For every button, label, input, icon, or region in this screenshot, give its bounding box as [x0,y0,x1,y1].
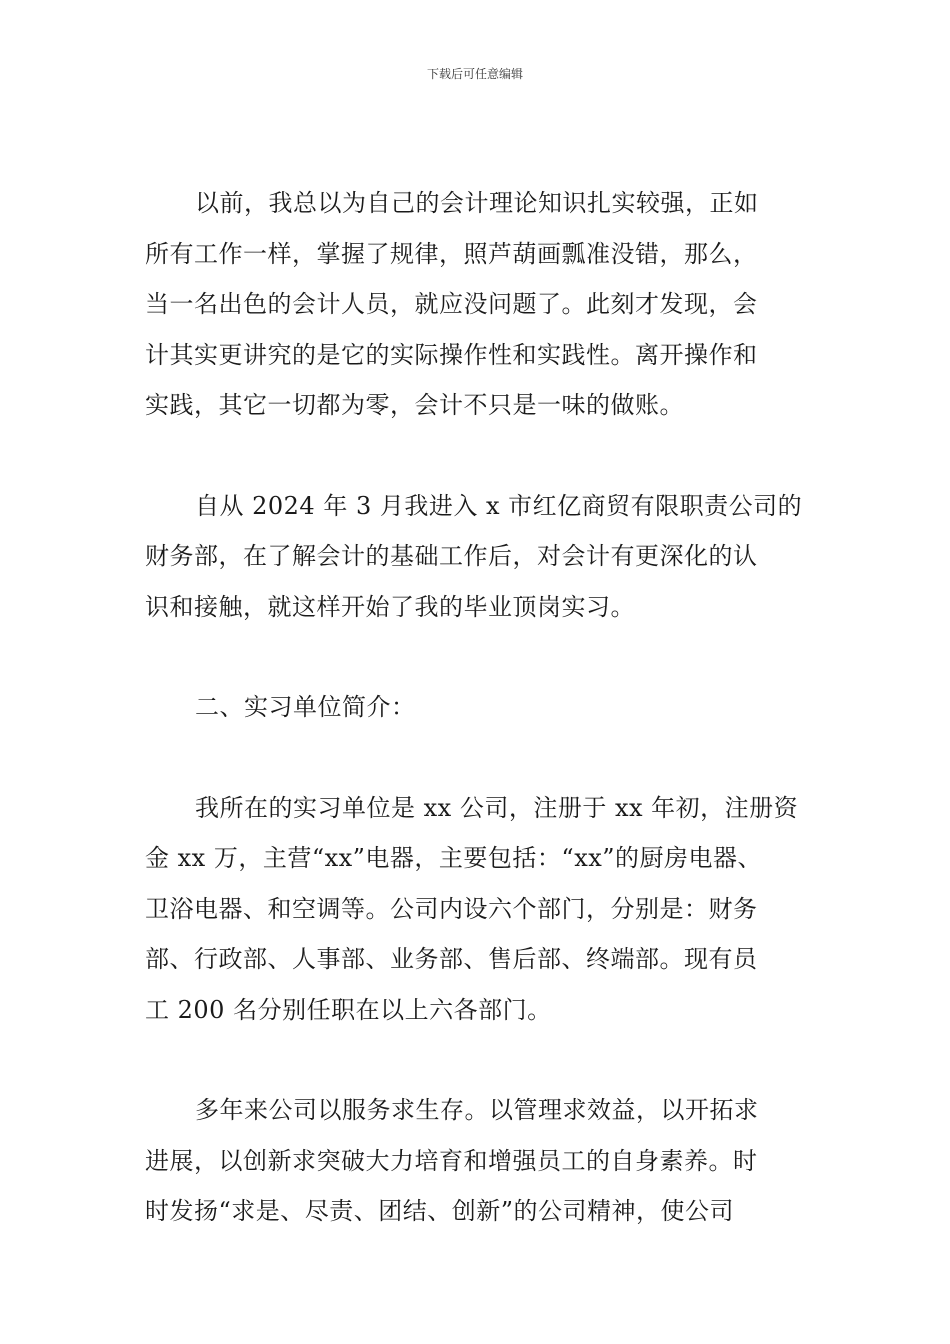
paragraph-spacer [145,733,835,783]
paragraph-line: 进展，以创新求突破大力培育和增强员工的自身素养。时 [145,1146,758,1175]
paragraph-line: 卫浴电器、和空调等。公司内设六个部门，分别是：财务 [145,894,758,923]
paragraph-line: 实践，其它一切都为零，会计不只是一味的做账。 [145,391,684,419]
paragraph-line: 金 xx 万，主营“xx”电器，主要包括：“xx”的厨房电器、 [145,844,763,872]
section-heading [145,682,835,733]
section-heading-text: 二、实习单位简介： [195,693,416,721]
paragraph-line: 时发扬“求是、尽责、团结、创新”的公司精神，使公司 [145,1197,735,1225]
paragraph-spacer [145,431,835,481]
paragraph-previous-assumption [145,178,835,431]
paragraph-line: 自从 2024 年 3 月我进入 x 市红亿商贸有限职责公司的 [195,491,803,520]
paragraph-spacer [145,1035,835,1085]
paragraph-line: 以前，我总以为自己的会计理论知识扎实较强，正如 [195,189,759,217]
paragraph-line: 我所在的实习单位是 xx 公司，注册于 xx 年初，注册资 [195,793,799,822]
paragraph-line: 部、行政部、人事部、业务部、售后部、终端部。现有员 [145,945,758,973]
paragraph-line: 工 200 名分别任职在以上六各部门。 [145,995,552,1024]
paragraph-line: 财务部，在了解会计的基础工作后，对会计有更深化的认 [145,542,758,570]
paragraph-internship-start [145,481,835,633]
paragraph-line: 当一名出色的会计人员，就应没问题了。此刻才发现，会 [145,290,758,318]
page-header: 下载后可任意编辑 [426,67,523,81]
paragraph-line: 计其实更讲究的是它的实际操作性和实践性。离开操作和 [145,340,758,369]
paragraph-line: 识和接触，就这样开始了我的毕业顶岗实习。 [145,592,635,621]
paragraph-company-philosophy [145,1085,835,1237]
paragraph-company-intro [145,783,835,1036]
paragraph-line: 多年来公司以服务求生存。以管理求效益，以开拓求 [195,1096,759,1124]
document-body [145,178,835,1237]
paragraph-line: 所有工作一样，掌握了规律，照芦葫画瓢准没错，那么， [145,239,758,268]
paragraph-spacer [145,632,835,682]
